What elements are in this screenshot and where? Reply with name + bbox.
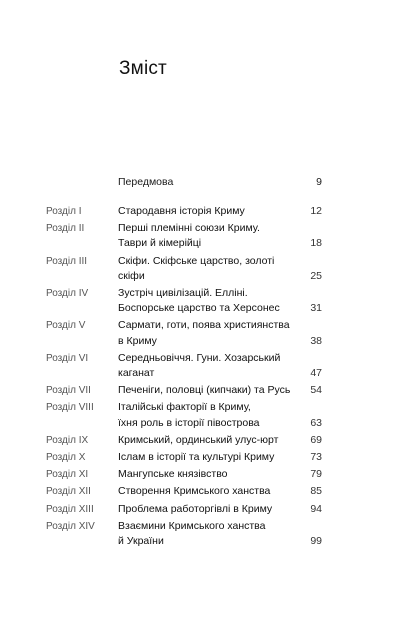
toc-entry-title: Перші племінні союзи Криму. Таври й кімерійці	[118, 222, 260, 250]
toc-entry-title: Італійські факторії в Криму, їхня роль в історії півострова	[118, 401, 260, 429]
toc-page-number: 25	[310, 269, 322, 282]
toc-entry[interactable]	[46, 286, 322, 316]
toc-entry[interactable]	[46, 502, 322, 517]
toc-page-number: 69	[310, 433, 322, 446]
toc-chapter-label: Розділ X	[46, 452, 86, 464]
toc-entry-title: Створення Кримського ханства	[118, 485, 271, 498]
toc-page-number: 31	[310, 302, 322, 315]
toc-chapter-label: Розділ XII	[46, 486, 91, 498]
toc-chapter-label: Розділ V	[46, 320, 86, 332]
toc-chapter-label: Розділ I	[46, 206, 82, 217]
toc-entry[interactable]	[46, 450, 322, 465]
toc-chapter-label: Розділ VIII	[46, 402, 94, 414]
toc-entry-title: Сармати, готи, поява християнства в Криму	[118, 319, 290, 347]
toc-entry[interactable]	[46, 254, 322, 284]
toc-chapter-label: Розділ IX	[46, 434, 89, 446]
toc-chapter-label: Розділ VI	[46, 352, 89, 364]
toc-page-number: 85	[310, 485, 322, 498]
toc-chapter-label: Розділ XI	[46, 469, 89, 481]
toc-entry[interactable]	[46, 400, 322, 430]
toc-page-number: 73	[310, 451, 322, 464]
toc-page-number: 12	[310, 205, 322, 217]
toc-entry-title: Взаємини Кримського ханства й України	[118, 519, 266, 548]
toc-entry[interactable]	[46, 519, 322, 549]
toc-page-number: 63	[310, 416, 322, 429]
toc-entry[interactable]	[46, 383, 322, 398]
toc-entry-title: Іслам в історії та культурі Криму	[118, 451, 275, 464]
toc-page-number: 79	[310, 468, 322, 481]
toc-preface[interactable]	[118, 175, 322, 191]
toc-page-number: 99	[310, 535, 322, 548]
toc-page-number: 38	[310, 334, 322, 347]
toc-page-number: 54	[310, 384, 322, 397]
toc-page-number: 47	[310, 367, 322, 380]
toc-preface-title: Передмова	[118, 176, 174, 188]
toc-entry-title: Скіфи. Скіфське царство, золоті скіфи	[118, 254, 275, 282]
toc-entry[interactable]	[46, 433, 322, 448]
toc-entry-title: Стародавня історія Криму	[118, 205, 245, 217]
toc-entry-title: Зустріч цивілізацій. Еллінi. Боспорське царство та Херсонес	[118, 287, 280, 315]
toc-chapter-label: Розділ XIII	[46, 503, 94, 515]
toc-chapter-label: Розділ XIV	[46, 520, 95, 532]
toc-entry[interactable]	[46, 204, 322, 219]
toc-entry[interactable]	[46, 318, 322, 348]
toc-preface-page: 9	[316, 176, 322, 188]
toc-page-number: 18	[310, 237, 322, 250]
toc-chapter-label: Розділ IV	[46, 288, 89, 300]
toc-entry[interactable]	[46, 467, 322, 482]
toc-entry-title: Середньовіччя. Гуни. Хозарський каганат	[118, 351, 281, 380]
toc-entry[interactable]	[46, 221, 322, 251]
toc-entry-title: Кримський, ординський улус-юрт	[118, 433, 279, 446]
toc-page-number: 94	[310, 502, 322, 515]
toc-entry-title: Проблема работоргівлі в Криму	[118, 502, 273, 515]
table-of-contents	[46, 204, 322, 549]
toc-chapter-label: Розділ VII	[46, 385, 91, 397]
toc-entry-title: Печеніги, половці (кипчаки) та Русь	[118, 384, 291, 397]
toc-chapter-label: Розділ II	[46, 223, 85, 235]
toc-entry-title: Мангупське князівство	[118, 468, 228, 481]
toc-chapter-label: Розділ III	[46, 255, 88, 267]
toc-entry[interactable]	[46, 484, 322, 499]
page-title: Зміст	[119, 58, 167, 79]
toc-entry[interactable]	[46, 351, 322, 381]
